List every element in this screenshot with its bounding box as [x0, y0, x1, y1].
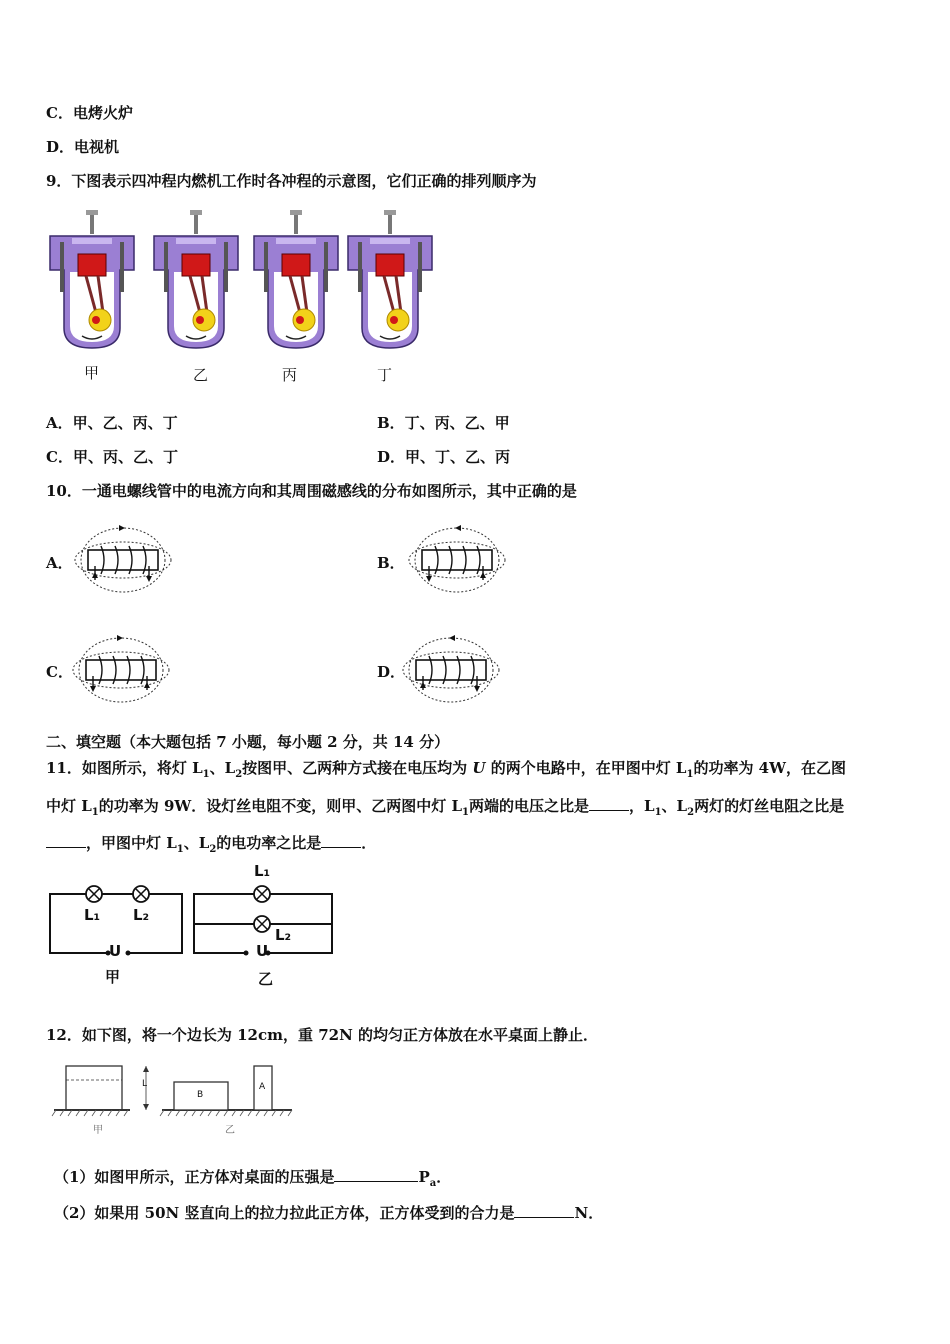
- cube-label-b: B: [197, 1090, 204, 1100]
- q10-option-c-label: C．: [46, 663, 73, 681]
- circuit-label-l2-jia: L₂: [133, 906, 150, 924]
- q10-option-d-label: D．: [377, 663, 406, 681]
- circuit-label-u-jia: U: [109, 942, 122, 960]
- cube-caption-yi: 乙: [225, 1125, 235, 1136]
- engine-stroke-figure: [46, 208, 446, 358]
- solenoid-b-figure: [402, 520, 512, 600]
- q12-cube-figure: [54, 1058, 304, 1138]
- section-2-heading: 二、填空题（本大题包括 7 小题，每小题 2 分，共 14 分）: [46, 733, 450, 751]
- circuit-caption-yi: 乙: [258, 970, 274, 988]
- engine-caption-jia: 甲: [84, 364, 100, 382]
- circuit-label-u-yi: U: [256, 942, 269, 960]
- q11-blank-3[interactable]: [321, 833, 361, 848]
- q10-option-b-label: B．: [377, 554, 405, 572]
- q11-circuit-figure: [46, 862, 346, 992]
- q11-blank-2[interactable]: [46, 833, 86, 848]
- engine-caption-yi: 乙: [193, 366, 209, 384]
- engine-caption-ding: 丁: [377, 366, 393, 384]
- solenoid-d-figure: [396, 630, 506, 710]
- q12-blank-1[interactable]: [334, 1167, 418, 1182]
- q12-part-1: （1）如图甲所示，正方体对桌面的压强是 $P_a$．: [54, 1168, 452, 1189]
- engine-caption-bing: 丙: [282, 366, 298, 384]
- circuit-label-l1-jia: L₁: [84, 906, 101, 924]
- q8-option-c: C．电烤火炉: [46, 104, 133, 122]
- q9-option-a: A．甲、乙、丙、丁: [46, 414, 178, 432]
- q9-option-b: B．丁、丙、乙、甲: [377, 414, 510, 432]
- q11-line-2: 中灯 $L_1$的功率为 9W．设灯丝电阻不变，则甲、乙两图中灯 $L_1$两端的电压之比是 ，$L_1$、$L_2$两灯的灯丝电阻之比是: [46, 797, 845, 818]
- q8-option-d: D．电视机: [46, 138, 120, 156]
- q10-stem: 10．一通电螺线管中的电流方向和其周围磁感线的分布如图所示，其中正确的是: [46, 482, 577, 500]
- q9-stem: 9．下图表示四冲程内燃机工作时各冲程的示意图，它们正确的排列顺序为: [46, 172, 537, 190]
- circuit-label-l1-yi: L₁: [254, 862, 271, 880]
- q12-blank-2[interactable]: [514, 1203, 574, 1218]
- q12-part-2: （2）如果用 50N 竖直向上的拉力拉此正方体，正方体受到的合力是 N．: [54, 1204, 604, 1222]
- q10-option-a-label: A．: [46, 554, 73, 572]
- q9-option-c: C．甲、丙、乙、丁: [46, 448, 178, 466]
- solenoid-a-figure: [68, 520, 178, 600]
- circuit-caption-jia: 甲: [105, 968, 121, 986]
- q12-stem: 12．如下图，将一个边长为 12cm，重 72N 的均匀正方体放在水平桌面上静止．: [46, 1026, 599, 1044]
- circuit-label-l2-yi: L₂: [275, 926, 292, 944]
- q11-blank-1[interactable]: [589, 796, 629, 811]
- solenoid-c-figure: [66, 630, 176, 710]
- cube-caption-jia: 甲: [93, 1125, 103, 1136]
- cube-label-a: A: [259, 1082, 266, 1092]
- cube-label-l: L: [142, 1079, 148, 1089]
- q11-line-1: 11．如图所示，将灯 $L_1$、$L_2$按图甲、乙两种方式接在电压均为 U 的两个电路中，在甲图中灯 $L_1$的功率为 4W，在乙图: [46, 759, 846, 780]
- q9-option-d: D．甲、丁、乙、丙: [377, 448, 511, 466]
- q11-line-3: ，甲图中灯 $L_1$、$L_2$的电功率之比是 ．: [46, 832, 376, 855]
